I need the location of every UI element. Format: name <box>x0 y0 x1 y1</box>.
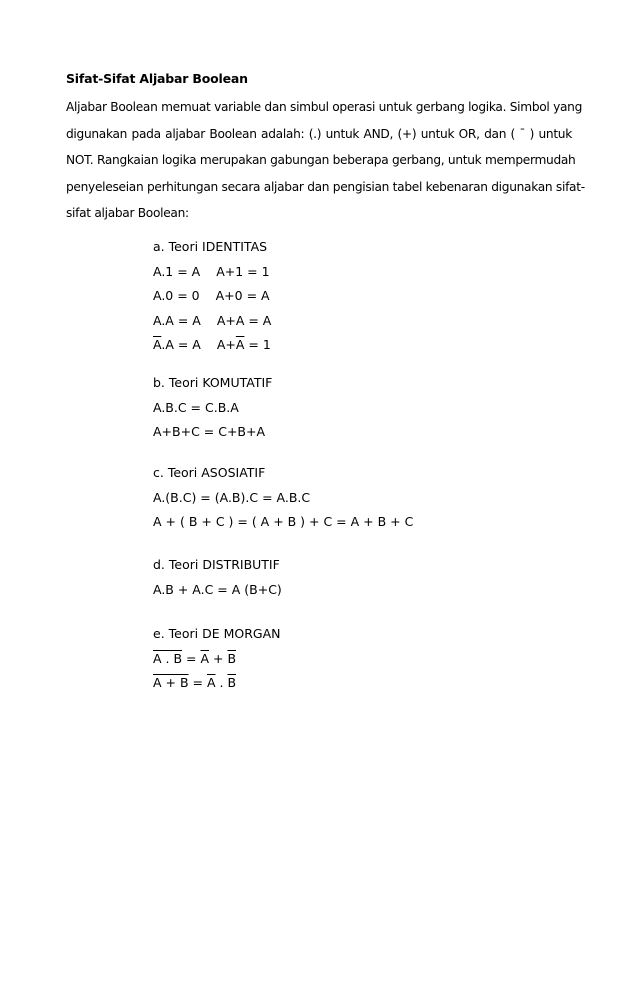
formula: A.A = A <box>153 312 201 328</box>
negated-expression: A . B <box>153 650 183 666</box>
formula-row <box>153 671 280 696</box>
paragraph-line: digunakan pada aljabar Boolean adalah: (.) untuk AND, (+) untuk OR, dan ( ¯ ) untuk <box>66 126 572 141</box>
formula-row: A+B+C = C+B+A <box>153 424 266 439</box>
section-heading: e. Teori DE MORGAN <box>153 626 281 641</box>
paragraph-line: sifat aljabar Boolean: <box>66 206 189 221</box>
formula: . <box>215 675 228 690</box>
section-asosiatif <box>153 461 413 535</box>
section-heading: c. Teori ASOSIATIF <box>153 465 266 480</box>
formula-row <box>153 260 271 285</box>
formula: = <box>188 675 207 690</box>
formula-row: A.B.C = C.B.A <box>153 399 239 415</box>
negated-variable: $\overline{A}$ <box>206 675 216 690</box>
negated-variable: $\overline{A}$ <box>200 650 210 666</box>
negated-variable: $\overline{A}$ <box>153 337 162 352</box>
formula: A.0 = 0 <box>153 288 200 303</box>
section-demorgan <box>153 622 280 696</box>
page-title: Sifat-Sifat Aljabar Boolean <box>66 71 248 86</box>
negated-variable: $\overline{B}$ <box>227 650 237 666</box>
section-heading: b. Teori KOMUTATIF <box>153 375 273 390</box>
intro-paragraph <box>66 94 585 227</box>
formula: = 1 <box>244 337 271 352</box>
formula: A.1 = A <box>153 263 201 279</box>
negated-variable: $\overline{A}$ <box>235 337 245 352</box>
section-komutatif <box>153 371 272 445</box>
formula: + <box>209 650 228 666</box>
section-heading: d. Teori DISTRIBUTIF <box>153 557 280 572</box>
formula: = <box>182 650 201 666</box>
formula: A+1 = 1 <box>216 263 270 279</box>
formula-row: A.(B.C) = (A.B).C = A.B.C <box>153 489 311 505</box>
section-identitas <box>153 235 271 358</box>
formula-row: A.B + A.C = A (B+C) <box>153 581 282 597</box>
paragraph-line: NOT. Rangkaian logika merupakan gabungan beberapa gerbang, untuk mempermudah <box>66 153 576 168</box>
paragraph-line: penyeleseian perhitungan secara aljabar dan pengisian tabel kebenaran digunakan sifat- <box>66 179 585 194</box>
formula: A+A = A <box>216 312 272 328</box>
negated-expression: A + B <box>153 675 189 690</box>
formula: A+0 = A <box>215 288 270 303</box>
formula-row <box>153 333 271 358</box>
formula-row: A + ( B + C ) = ( A + B ) + C = A + B + C <box>153 514 414 529</box>
formula: A+ <box>216 337 236 352</box>
formula-row <box>153 309 271 334</box>
formula: .A = A <box>161 337 201 352</box>
section-distributif <box>153 553 282 602</box>
negated-variable: $\overline{B}$ <box>227 675 237 690</box>
formula-row <box>153 284 271 309</box>
paragraph-line: Aljabar Boolean memuat variable dan simbul operasi untuk gerbang logika. Simbol yang <box>66 100 583 114</box>
formula-row <box>153 647 280 672</box>
section-heading: a. Teori IDENTITAS <box>153 239 268 254</box>
